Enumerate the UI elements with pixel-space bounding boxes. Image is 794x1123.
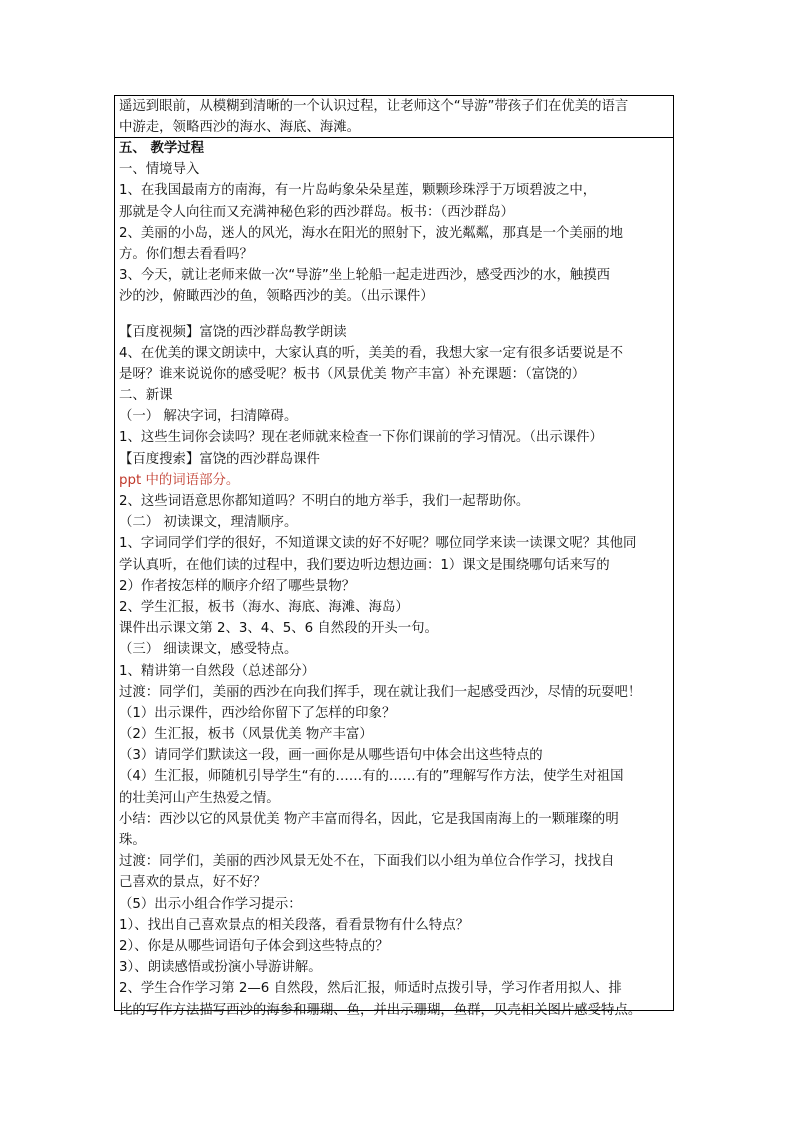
- text-line: 一、情境导入: [119, 162, 200, 178]
- text-line: 小结：西沙以它的风景优美 物产丰富而得名，因此，它是我国南海上的一颗璀璨的明: [119, 811, 619, 827]
- text-line: 那就是令人向往而又充满神秘色彩的西沙群岛。板书：（西沙群岛）: [119, 204, 515, 220]
- text-line: 比的写作方法描写西沙的海参和珊瑚、鱼，并出示珊瑚，鱼群，贝壳相关图片感受特点。: [119, 1002, 642, 1018]
- text-line: 学认真听，在他们读的过程中，我们要边听边想边画：1）课文是围绕哪句话来写的: [119, 557, 610, 573]
- ppt-line: ppt 中的词语部分。: [119, 472, 240, 488]
- text-line: 1、字词同学们学的很好，不知道课文读的好不好呢？哪位同学来读一读课文呢？其他同: [119, 536, 637, 552]
- text-line: 过渡：同学们，美丽的西沙风景无处不在，下面我们以小组为单位合作学习，找找自: [119, 854, 615, 870]
- text-line: （1）出示课件，西沙给你留下了怎样的印象？: [119, 705, 396, 721]
- text-line: 2、美丽的小岛，迷人的风光，海水在阳光的照射下，波光粼粼，那真是一个美丽的地: [119, 225, 623, 241]
- text-line: 2、这些词语意思你都知道吗？不明白的地方举手，我们一起帮助你。: [119, 494, 530, 509]
- text-line: 方。你们想去看看吗？: [119, 246, 253, 262]
- text-line: 课件出示课文第 2、3、4、5、6 自然段的开头一句。: [119, 621, 438, 637]
- intro-line-2: 中游走，领略西沙的海水、海底、海滩。: [119, 120, 361, 136]
- text-line: 己喜欢的景点，好不好？: [119, 875, 267, 891]
- text-line: 3）、朗读感悟或扮演小导游讲解。: [119, 960, 322, 976]
- text-line: （5）出示小组合作学习提示：: [119, 896, 302, 912]
- teaching-process-cell: [115, 138, 673, 1018]
- text-line: 的壮美河山产生热爱之情。: [119, 790, 280, 806]
- text-line: （3）请同学们默读这一段，画一画你是从哪些语句中体会出这些特点的: [119, 748, 543, 764]
- text-line: 4、在优美的课文朗读中，大家认真的听，美美的看，我想大家一定有很多话要说是不: [119, 345, 623, 361]
- text-line: 2、学生合作学习第 2—6 自然段，然后汇报，师适时点拨引导，学习作者用拟人、排: [119, 981, 622, 997]
- text-line: 珠。: [119, 833, 146, 848]
- intro-cell: [115, 96, 673, 138]
- intro-line-1: 遥远到眼前，从模糊到清晰的一个认识过程，让老师这个“导游”带孩子们在优美的语言: [119, 99, 629, 114]
- text-line: （4）生汇报，师随机引导学生“有的……有的……有的”理解写作方法，使学生对祖国: [119, 769, 624, 785]
- text-line: 二、新课: [119, 388, 173, 404]
- baidu-video-line: 【百度视频】富饶的西沙群岛教学朗读: [119, 324, 347, 340]
- text-line: （三） 细读课文，感受特点。: [119, 642, 298, 658]
- text-line: 沙的沙，俯瞰西沙的鱼，领略西沙的美。（出示课件）: [119, 289, 434, 305]
- lesson-plan-table: [114, 95, 674, 1018]
- text-line: 1）、找出自己喜欢景点的相关段落，看看景物有什么特点？: [119, 917, 469, 933]
- text-line: 2）作者按怎样的顺序介绍了哪些景物？: [119, 578, 356, 594]
- text-line: 2、学生汇报，板书（海水、海底、海滩、海岛）: [119, 599, 409, 615]
- text-line: 过渡：同学们，美丽的西沙在向我们挥手，现在就让我们一起感受西沙，尽情的玩耍吧！: [119, 684, 642, 700]
- text-line: （一） 解决字词，扫清障碍。: [119, 409, 298, 425]
- section-title: 五、 教学过程: [119, 141, 205, 156]
- text-line: 2）、你是从哪些词语句子体会到这些特点的？: [119, 938, 389, 954]
- text-line: 是呀？谁来说说你的感受呢？板书（风景优美 物产丰富）补充课题：（富饶的）: [119, 366, 586, 382]
- text-line: 1、在我国最南方的南海，有一片岛屿象朵朵星莲，颗颗珍珠浮于万顷碧波之中，: [119, 183, 597, 199]
- text-line: （2）生汇报，板书（风景优美 物产丰富）: [119, 727, 373, 743]
- text-line: 3、今天，就让老师来做一次“导游”坐上轮船一起走进西沙，感受西沙的水，触摸西: [119, 268, 611, 284]
- text-line: 1、精讲第一自然段（总述部分）: [119, 663, 315, 679]
- text-line: 1、这些生词你会读吗？现在老师就来检查一下你们课前的学习情况。（出示课件）: [119, 430, 603, 446]
- text-line: （二） 初读课文，理清顺序。: [119, 515, 298, 531]
- baidu-search-line: 【百度搜索】富饶的西沙群岛课件: [119, 451, 320, 467]
- blank-line: [119, 308, 673, 322]
